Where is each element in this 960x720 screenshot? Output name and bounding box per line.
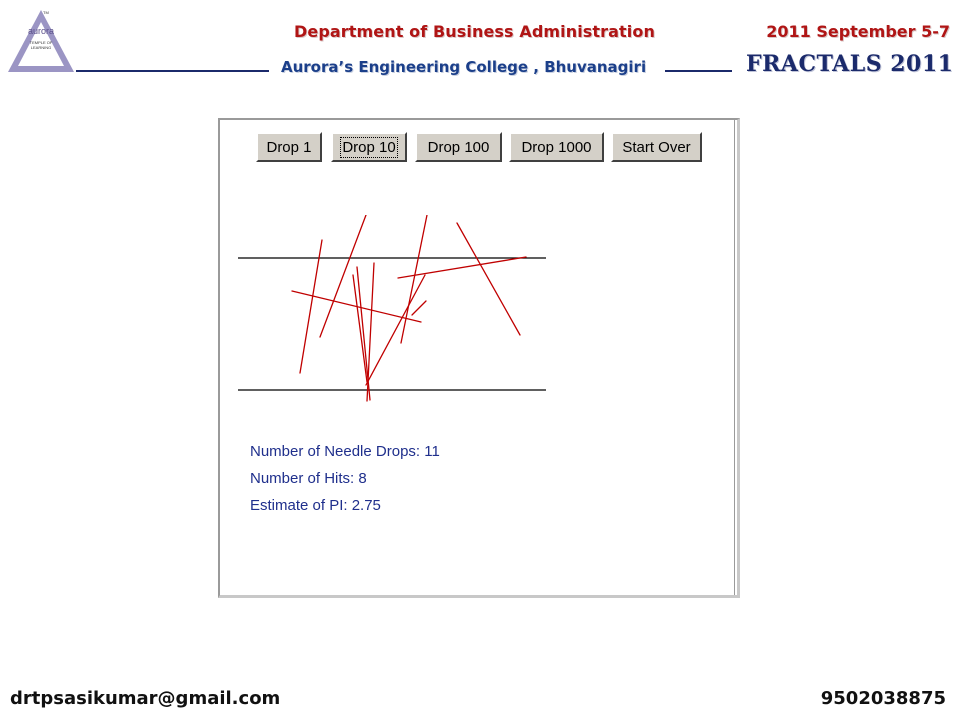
needle — [412, 301, 426, 315]
needles — [292, 215, 526, 401]
aurora-logo — [6, 8, 76, 74]
drop-1000-button[interactable]: Drop 1000 — [509, 132, 604, 162]
contact-phone: 9502038875 — [820, 688, 946, 709]
department-title: Department of Business Administration — [294, 22, 655, 41]
applet-edge — [734, 120, 735, 595]
pi-estimate: Estimate of PI: 2.75 — [250, 497, 381, 514]
header-divider-left — [76, 70, 269, 72]
event-date: 2011 September 5-7 — [766, 22, 950, 41]
hits-count: Number of Hits: 8 — [250, 470, 367, 487]
contact-email: drtpsasikumar@gmail.com — [10, 688, 281, 709]
start-over-button[interactable]: Start Over — [611, 132, 702, 162]
logo-tagline: TEMPLE OF LEARNING — [29, 40, 53, 50]
svg-text:TM: TM — [43, 10, 49, 15]
buffon-needle-applet — [218, 118, 740, 598]
drop-1-button[interactable]: Drop 1 — [256, 132, 322, 162]
needle-board — [236, 215, 548, 410]
drop-100-button[interactable]: Drop 100 — [415, 132, 502, 162]
needle — [300, 240, 322, 373]
event-title: FRACTALS 2011 — [746, 51, 954, 77]
needle-drops-count: Number of Needle Drops: 11 — [250, 443, 440, 460]
college-name: Aurora’s Engineering College , Bhuvanagiri — [281, 58, 647, 76]
header-divider-right — [665, 70, 732, 72]
triangle-logo-icon — [6, 8, 76, 74]
needle — [457, 223, 520, 335]
stats-panel — [250, 442, 440, 523]
drop-10-button[interactable]: Drop 10 — [331, 132, 407, 162]
needle — [366, 275, 425, 385]
logo-brand: aurora — [27, 26, 55, 36]
